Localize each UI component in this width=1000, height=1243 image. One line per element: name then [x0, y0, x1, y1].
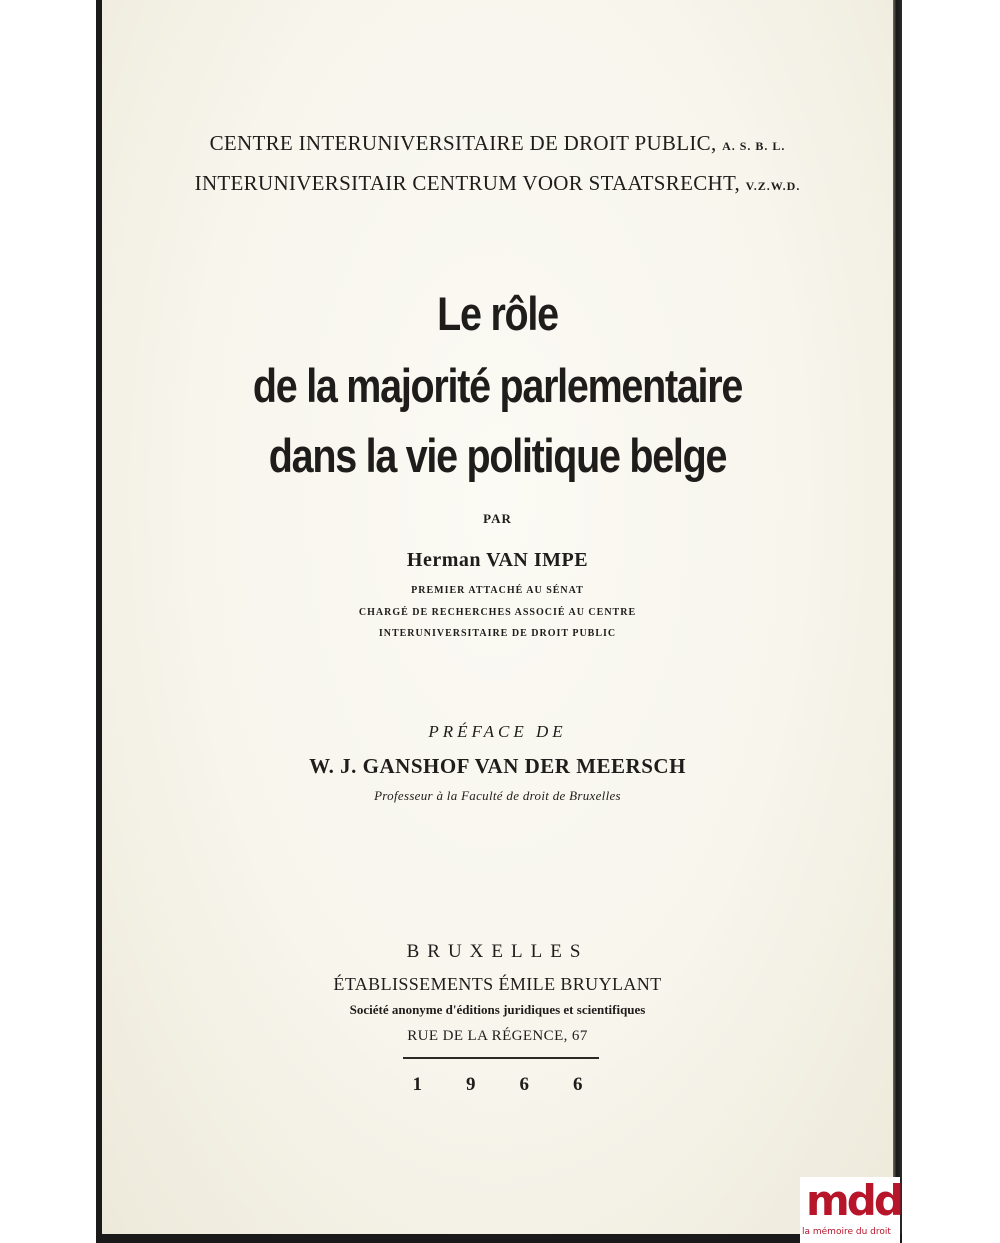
publisher-description: Société anonyme d'éditions juridiques et scientifiques: [349, 1002, 646, 1017]
author-role-2: CHARGÉ DE RECHERCHES ASSOCIÉ AU CENTRE: [358, 607, 637, 618]
by-label: PAR: [483, 511, 512, 526]
institution-legal-form-french: A. S. B. L.: [722, 139, 786, 153]
author-role-1: PREMIER ATTACHÉ AU SÉNAT: [411, 585, 584, 596]
publisher-name: ÉTABLISSEMENTS ÉMILE BRUYLANT: [333, 974, 662, 994]
book-title-line-3: dans la vie politique belge: [268, 429, 727, 482]
scan-right-edge: [893, 0, 902, 1243]
preface-author-name: W. J. GANSHOF VAN DER MEERSCH: [309, 754, 686, 778]
preface-author-role: Professeur à la Faculté de droit de Bruxelles: [374, 788, 621, 803]
author-role-3: INTERUNIVERSITAIRE DE DROIT PUBLIC: [378, 628, 617, 639]
divider-rule: [403, 1057, 599, 1059]
mdd-logo-mark: mdd: [806, 1176, 901, 1225]
institution-line-french: [102, 131, 893, 156]
institution-legal-form-dutch: V.Z.W.D.: [745, 179, 801, 193]
book-title-line-2: de la majorité parlementaire: [252, 359, 743, 412]
institution-name-french: CENTRE INTERUNIVERSITAIRE DE DROIT PUBLIC,: [209, 131, 717, 155]
publisher-address: RUE DE LA RÉGENCE, 67: [407, 1028, 588, 1044]
book-title-line-1: Le rôle: [437, 287, 558, 340]
institution-line-dutch: [102, 171, 893, 196]
mdd-logo: [800, 1177, 900, 1243]
publication-year: 1966: [412, 1074, 627, 1095]
institution-name-dutch: INTERUNIVERSITAIR CENTRUM VOOR STAATSRECHT,: [194, 171, 741, 195]
author-name: Herman VAN IMPE: [406, 549, 589, 571]
scan-bottom-edge: [96, 1234, 902, 1243]
publisher-city: BRUXELLES: [406, 941, 589, 962]
preface-label: PRÉFACE DE: [428, 722, 567, 741]
mdd-logo-tagline: la mémoire du droit: [802, 1227, 891, 1237]
